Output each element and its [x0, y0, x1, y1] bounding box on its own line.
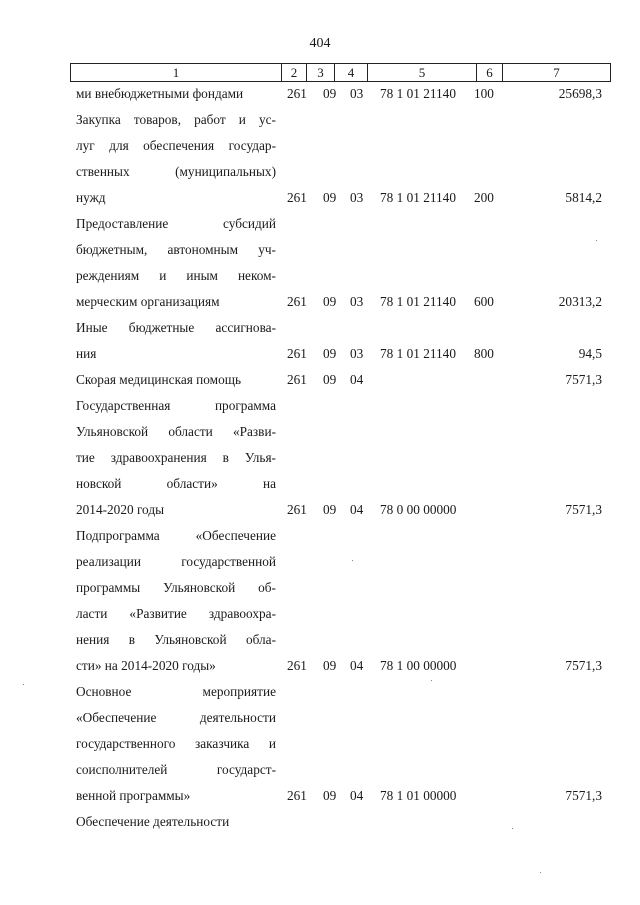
row-5-text-line: Государственная программа: [76, 398, 276, 413]
row-0-subsection-code: 03: [350, 86, 364, 101]
row-3-text-line: Иные бюджетные ассигнова-: [76, 320, 276, 335]
header-col-5: 5: [368, 64, 477, 81]
header-col-7: 7: [553, 65, 560, 80]
row-1-expense-type-code: 200: [474, 190, 494, 205]
row-6-text-line: программы Ульяновской об-: [76, 580, 276, 595]
row-6-subsection-code: 04: [350, 658, 364, 673]
row-2-target-article-code: 78 1 01 21140: [380, 294, 456, 309]
row-7-text-line: Основное мероприятие: [76, 684, 276, 699]
header-col-2: 2: [282, 64, 307, 81]
row-6-section-code: 261: [287, 658, 307, 673]
row-2-text-line: мерческим организациям: [76, 294, 220, 309]
row-3-expense-type-code: 800: [474, 346, 494, 361]
row-4-section-code: 261: [287, 372, 307, 387]
row-4-text-line: Скорая медицинская помощь: [76, 372, 242, 387]
row-7-text-line: государственного заказчика и: [76, 736, 276, 751]
row-4-chapter-code: 09: [323, 372, 337, 387]
row-7-amount: 7571,3: [565, 788, 602, 803]
row-5-target-article-code: 78 0 00 00000: [380, 502, 457, 517]
row-1-target-article-code: 78 1 01 21140: [380, 190, 456, 205]
row-1-amount: 5814,2: [565, 190, 602, 205]
row-2-text-line: бюджетным, автономным уч-: [76, 242, 276, 257]
row-1-text-line: ственных (муниципальных): [76, 164, 276, 179]
row-3-text-line: ния: [76, 346, 97, 361]
row-7-chapter-code: 09: [323, 788, 337, 803]
row-2-section-code: 261: [287, 294, 307, 309]
row-6-chapter-code: 09: [323, 658, 337, 673]
row-3-target-article-code: 78 1 01 21140: [380, 346, 456, 361]
row-6-text-line: сти» на 2014-2020 годы»: [76, 658, 216, 673]
row-6-text-line: реализации государственной: [76, 554, 276, 569]
row-1-chapter-code: 09: [323, 190, 337, 205]
row-0-target-article-code: 78 1 01 21140: [380, 86, 456, 101]
row-7-text-line: «Обеспечение деятельности: [76, 710, 276, 725]
row-7-section-code: 261: [287, 788, 307, 803]
table-header: [70, 63, 611, 82]
row-5-text-line: новской области» на: [76, 476, 276, 491]
row-0-chapter-code: 09: [323, 86, 337, 101]
row-7-target-article-code: 78 1 01 00000: [380, 788, 457, 803]
row-5-chapter-code: 09: [323, 502, 337, 517]
row-5-amount: 7571,3: [565, 502, 602, 517]
row-2-amount: 20313,2: [558, 294, 602, 309]
row-6-text-line: Подпрограмма «Обеспечение: [76, 528, 276, 543]
row-7-subsection-code: 04: [350, 788, 364, 803]
row-5-text-line: 2014-2020 годы: [76, 502, 165, 517]
row-2-expense-type-code: 600: [474, 294, 494, 309]
row-2-text-line: реждениям и иным неком-: [76, 268, 276, 283]
row-0-expense-type-code: 100: [474, 86, 494, 101]
row-2-subsection-code: 03: [350, 294, 364, 309]
row-0-text-line: ми внебюджетными фондами: [76, 86, 244, 101]
row-4-subsection-code: 04: [350, 372, 364, 387]
row-1-text-line: Закупка товаров, работ и ус-: [76, 112, 276, 127]
row-6-target-article-code: 78 1 00 00000: [380, 658, 457, 673]
row-7-text-line: венной программы»: [76, 788, 191, 803]
row-6-amount: 7571,3: [565, 658, 602, 673]
header-col-1: 1: [71, 64, 282, 81]
header-col-3: 3: [307, 64, 335, 81]
row-4-amount: 7571,3: [565, 372, 602, 387]
row-1-text-line: луг для обеспечения государ-: [76, 138, 276, 153]
row-5-section-code: 261: [287, 502, 307, 517]
row-6-text-line: нения в Ульяновской обла-: [76, 632, 276, 647]
row-2-text-line: Предоставление субсидий: [76, 216, 276, 231]
row-1-text-line: нужд: [76, 190, 106, 205]
page-number: 404: [309, 36, 331, 51]
row-1-subsection-code: 03: [350, 190, 364, 205]
row-0-amount: 25698,3: [558, 86, 602, 101]
header-col-6: 6: [477, 64, 503, 81]
row-2-chapter-code: 09: [323, 294, 337, 309]
row-3-chapter-code: 09: [323, 346, 337, 361]
row-5-text-line: тие здравоохранения в Улья-: [76, 450, 276, 465]
row-5-text-line: Ульяновской области «Разви-: [76, 424, 276, 439]
row-0-section-code: 261: [287, 86, 307, 101]
row-3-amount: 94,5: [578, 346, 602, 361]
header-col-4: 4: [335, 64, 368, 81]
row-6-text-line: ласти «Развитие здравоохра-: [76, 606, 276, 621]
row-8-text-line: Обеспечение деятельности: [76, 814, 230, 829]
row-7-text-line: соисполнителей государст-: [76, 762, 276, 777]
row-1-section-code: 261: [287, 190, 307, 205]
row-3-section-code: 261: [287, 346, 307, 361]
row-3-subsection-code: 03: [350, 346, 364, 361]
row-5-subsection-code: 04: [350, 502, 364, 517]
